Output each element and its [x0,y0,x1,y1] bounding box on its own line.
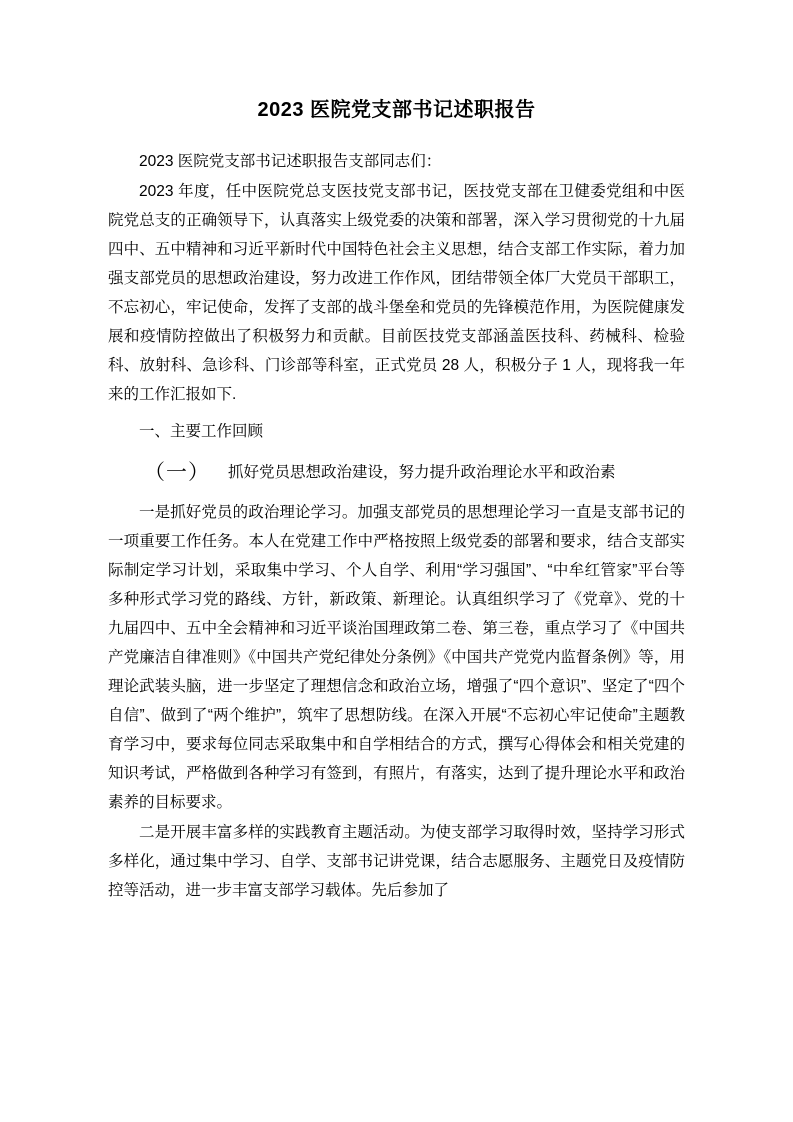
paragraph-salutation: 2023 医院党支部书记述职报告支部同志们： [139,153,442,170]
paragraph-body-1: 一是抓好党员的政治理论学习。加强支部党员的思想理论学习一直是支部书记的一项重要工作任务。本人在党建工作中严格按照上级党委的部署和要求，结合支部实际制定学习计划，采取集中学习、个人自学、利用“学习强国”、“中牟红管家”平台等多种形式学习党的路线、方针，新政策、新理论。认真组织学习了《党章》、党的十九届四中、五中全会精神和习近平谈治国理政第二卷、第三卷，重点学习了《中国共产党廉洁自律准则》《中国共产党纪律处分条例》《中国共产党党内监督条例》等，用理论武装头脑，进一步坚定了理想信念和政治立场，增强了“四个意识”、坚定了“四个自信”、做到了“两个维护”，筑牢了思想防线。在深入开展“不忘初心牢记使命”主题教育学习中，要求每位同志采取集中和自学相结合的方式，撰写心得体会和相关党建的知识考试，严格做到各种学习有签到，有照片，有落实，达到了提升理论水平和政治素养的目标要求。 [108,504,685,811]
section-heading: 一、主要工作回顾 [139,423,264,440]
subsection-label: 抓好党员思想政治建设，努力提升政治理论水平和政治素 [228,464,616,481]
paragraph-intro: 2023 年度，任中医院党总支医技党支部书记，医技党支部在卫健委党组和中医院党总支的正确领导下，认真落实上级党委的决策和部署，深入学习贯彻党的十九届四中、五中精神和习近平新时代中国特色社会主义思想，结合支部工作实际，着力加强支部党员的思想政治建设，努力改进工作作风，团结带领全体厂大党员干部职工，不忘初心，牢记使命，发挥了支部的战斗堡垒和党员的先锋模范作用，为医院健康发展和疫情防控做出了积极努力和贡献。目前医技党支部涵盖医技科、药械科、检验科、放射科、急诊科、门诊部等科室，正式党员 28 人，积极分子 1 人，现将我一年来的工作汇报如下. [108,183,685,403]
page-title: 2023 医院党支部书记述职报告 [257,99,536,121]
subsection-heading [108,458,685,488]
paragraph-body-2: 二是开展丰富多样的实践教育主题活动。为使支部学习取得时效，坚持学习形式多样化，通过集中学习、自学、支部书记讲党课，结合志愿服务、主题党日及疫情防控等活动，进一步丰富支部学习载体。先后参加了 [108,824,685,899]
subsection-number: （一） [144,461,210,484]
